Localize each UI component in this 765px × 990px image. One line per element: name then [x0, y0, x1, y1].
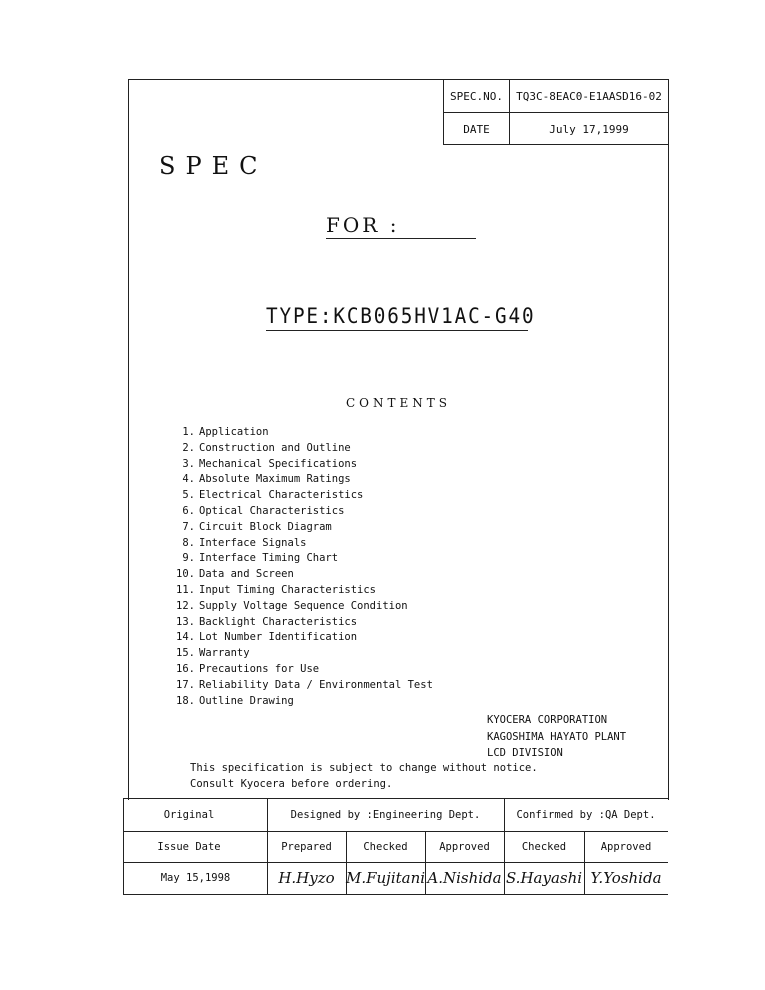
for-label: FOR :: [326, 213, 400, 237]
contents-item-number: 8.: [182, 536, 195, 549]
approved-label: Approved: [439, 840, 490, 853]
contents-item: [165, 521, 433, 537]
contents-item-number: 11.: [176, 583, 195, 596]
checked-label: Checked: [363, 840, 408, 853]
contents-item-number: 1.: [182, 426, 195, 438]
signature-prepared: H.Hyzo: [278, 869, 335, 887]
contents-item: [165, 663, 433, 679]
contents-item-number: 2.: [182, 441, 195, 454]
spec-info-box: [443, 79, 668, 145]
contents-item-number: 15.: [176, 647, 195, 660]
signature-approved: A.Nishida: [427, 869, 502, 887]
type-underline: [266, 330, 528, 331]
spec-no-value: TQ3C-8EAC0-E1AASD16-02: [516, 89, 662, 103]
contents-item: [165, 458, 433, 474]
contents-item: [165, 616, 433, 632]
designed-by: Designed by :Engineering Dept.: [290, 809, 481, 821]
document-title: SPEC: [159, 152, 268, 180]
contents-item: [165, 679, 433, 695]
contents-item-text: Circuit Block Diagram: [199, 520, 332, 533]
contents-item-text: Precautions for Use: [199, 662, 320, 675]
spec-no-row: [444, 80, 668, 112]
notice-line-2: Consult Kyocera before ordering.: [190, 778, 393, 790]
confirmed-by: Confirmed by :QA Dept.: [516, 809, 656, 821]
contents-item: [165, 647, 433, 663]
contents-item-number: 12.: [176, 599, 195, 612]
contents-item-number: 3.: [182, 457, 195, 470]
contents-item-text: Outline Drawing: [199, 694, 294, 707]
contents-item-text: Backlight Characteristics: [199, 615, 358, 628]
contents-item-text: Mechanical Specifications: [199, 457, 358, 470]
company-division: LCD DIVISION: [487, 747, 563, 759]
contents-item-number: 18.: [176, 694, 195, 707]
signature-qa-checked: S.Hayashi: [505, 869, 583, 887]
contents-item: [165, 552, 433, 568]
contents-item: [165, 631, 433, 647]
contents-list: [165, 426, 433, 710]
notice-line-1: This specification is subject to change without notice.: [190, 762, 538, 774]
signature-checked: M.Fujitani: [345, 869, 426, 887]
contents-item: [165, 695, 433, 711]
contents-item-text: Input Timing Characteristics: [199, 583, 377, 596]
contents-item-number: 16.: [176, 662, 195, 675]
contents-item: [165, 600, 433, 616]
contents-item-text: Interface Timing Chart: [199, 552, 339, 565]
contents-item: [165, 473, 433, 489]
contents-item-number: 17.: [176, 678, 195, 691]
prepared-label: Prepared: [281, 840, 332, 853]
contents-item-text: Absolute Maximum Ratings: [199, 473, 351, 486]
contents-item: [165, 442, 433, 458]
company-name: KYOCERA CORPORATION: [487, 714, 608, 726]
contents-item-number: 6.: [182, 504, 195, 517]
contents-item-text: Interface Signals: [199, 536, 307, 549]
contents-item-number: 13.: [176, 615, 195, 628]
contents-item: [165, 584, 433, 600]
for-underline: [326, 238, 476, 239]
company-block: [487, 712, 626, 762]
contents-item-text: Optical Characteristics: [199, 504, 345, 517]
contents-heading: CONTENTS: [346, 396, 452, 410]
contents-item: [165, 426, 433, 442]
contents-item-text: Construction and Outline: [199, 441, 351, 454]
issue-date-label: Issue Date: [157, 840, 221, 853]
contents-item-number: 10.: [176, 568, 195, 581]
contents-item-text: Application: [199, 426, 269, 438]
contents-item: [165, 505, 433, 521]
qa-approved-label: Approved: [600, 840, 652, 853]
spec-no-label: SPEC.NO.: [444, 80, 510, 112]
contents-item-text: Supply Voltage Sequence Condition: [199, 599, 408, 612]
contents-item-number: 14.: [176, 631, 195, 644]
notice-block: [190, 760, 538, 792]
contents-item-text: Lot Number Identification: [199, 631, 358, 644]
company-plant: KAGOSHIMA HAYATO PLANT: [487, 730, 627, 743]
date-value: July 17,1999: [549, 122, 629, 136]
date-label: DATE: [444, 113, 510, 145]
contents-item-number: 5.: [182, 489, 195, 502]
approval-table: [123, 798, 668, 895]
contents-item: [165, 537, 433, 553]
contents-item: [165, 568, 433, 584]
contents-item-text: Electrical Characteristics: [199, 489, 364, 502]
issue-date-value: May 15,1998: [160, 872, 231, 884]
qa-checked-label: Checked: [521, 840, 567, 853]
type-label: TYPE:KCB065HV1AC-G40: [266, 304, 536, 328]
contents-item: [165, 489, 433, 505]
contents-item-number: 9.: [182, 552, 195, 565]
contents-item-number: 4.: [182, 473, 195, 486]
date-row: [444, 112, 668, 145]
signature-qa-approved: Y.Yoshida: [590, 869, 662, 887]
contents-item-text: Reliability Data / Environmental Test: [199, 678, 433, 691]
contents-item-number: 7.: [182, 520, 195, 533]
contents-item-text: Warranty: [199, 647, 250, 660]
original-label: Original: [163, 809, 215, 821]
contents-item-text: Data and Screen: [199, 568, 294, 581]
